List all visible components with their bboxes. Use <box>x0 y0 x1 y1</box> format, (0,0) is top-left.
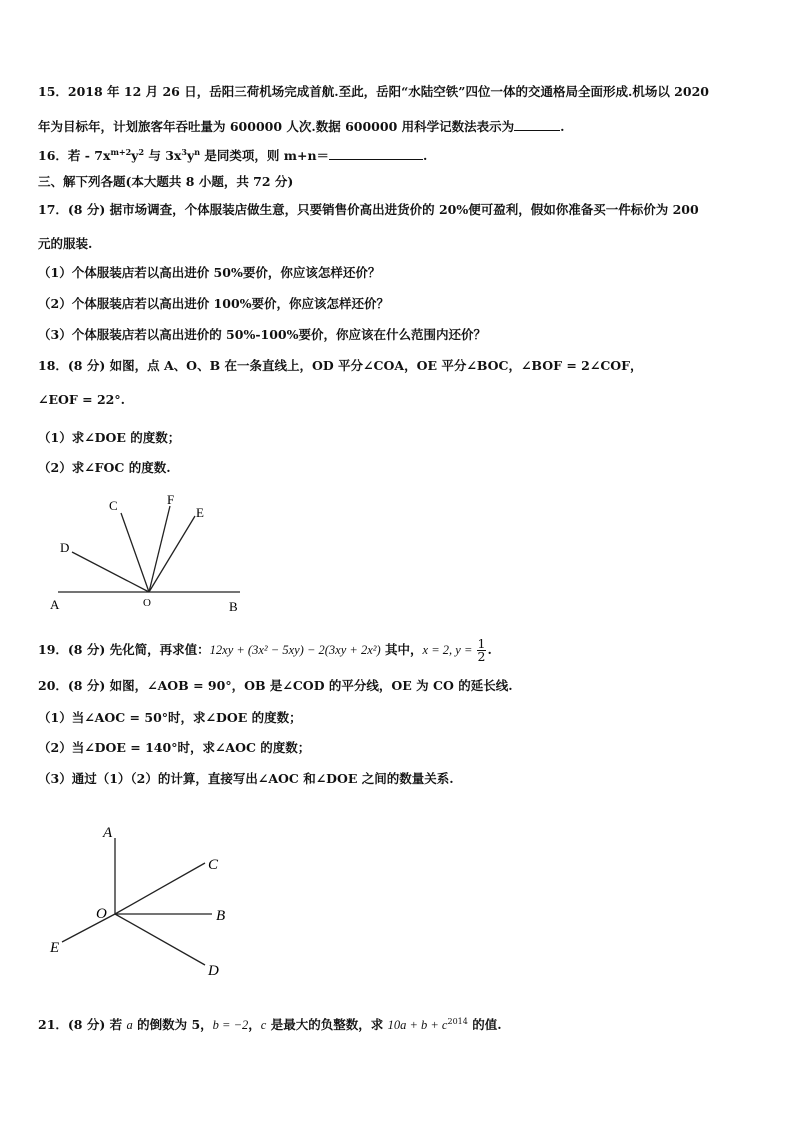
q19-fraction <box>477 638 487 663</box>
q18-label-F: F <box>167 492 175 507</box>
q20-label-D: D <box>208 963 219 979</box>
q18-figure <box>40 488 260 618</box>
q18-ray-OF <box>149 506 170 592</box>
q18-label-O: O <box>143 597 151 609</box>
q18-line1: 18．(8 分) 如图，点 A、O、B 在一条直线上，OD 平分∠COA，OE 平分∠BOC，∠BOF = 2∠COF， <box>38 358 643 373</box>
q20-ray-OE <box>62 914 115 942</box>
q19-end: . <box>487 642 492 657</box>
q17-line1: 17．(8 分) 据市场调查，个体服装店做生意，只要销售价高出进货价的 20%便可盈利，假如你准备买一件标价为 200 <box>38 202 699 217</box>
q20-figure <box>40 818 240 983</box>
q20-ray-OC <box>115 863 205 914</box>
q16-sup2: 2 <box>138 146 145 157</box>
q18-label-D: D <box>60 540 70 555</box>
q19-frac-num: 1 <box>477 636 486 651</box>
q21-var-c: c <box>260 1018 267 1032</box>
q21-t3: 是最大的负整数，求 <box>266 1017 388 1032</box>
q17-sub2: （2）个体服装店若以高出进价 100%要价，你应该怎样还价？ <box>38 296 390 311</box>
q20-sub3: （3）通过（1）（2）的计算，直接写出∠AOC 和∠DOE 之间的数量关系. <box>38 771 454 786</box>
q16-sup3: 3 <box>181 146 187 157</box>
q19-prefix: 19．(8 分) 先化简，再求值： <box>38 642 210 657</box>
q16-sup4: n <box>194 146 201 157</box>
q20-label-C: C <box>208 857 219 873</box>
q20-label-O: O <box>96 906 107 922</box>
q15-text: 年为目标年，计划旅客年吞吐量为 600000 人次.数据 600000 用科学记数法表示为 <box>38 119 515 134</box>
q19-mid: 其中， <box>380 642 423 657</box>
q21-t2: ， <box>248 1017 261 1032</box>
q21-line <box>38 1015 502 1033</box>
q16-mid3: y <box>186 148 195 163</box>
q18-label-E: E <box>196 505 204 520</box>
section-3-heading: 三、解下列各题(本大题共 8 小题，共 72 分) <box>38 174 294 189</box>
q19-condition: x = 2, y = <box>422 643 476 657</box>
q19-expression: 12xy + (3x² − 5xy) − 2(3xy + 2x²) <box>209 643 381 657</box>
q16-suffix: 是同类项，则 m+n＝ <box>200 148 330 163</box>
q18-label-A: A <box>50 597 60 612</box>
q18-line2: ∠EOF = 22°. <box>38 392 125 407</box>
q16-line <box>38 146 427 164</box>
q21-prefix: 21．(8 分) 若 <box>38 1017 127 1032</box>
q17-line2: 元的服装. <box>38 236 93 251</box>
q15-line2 <box>38 117 565 135</box>
q20-label-B: B <box>216 908 226 924</box>
q17-sub1: （1）个体服装店若以高出进价 50%要价，你应该怎样还价？ <box>38 265 381 280</box>
q20-sub2: （2）当∠DOE = 140°时，求∠AOC 的度数； <box>38 740 311 755</box>
q20-line1: 20．(8 分) 如图，∠AOB = 90°，OB 是∠COD 的平分线，OE 为 CO 的延长线. <box>38 678 513 693</box>
q16-sup1: m+2 <box>110 146 132 157</box>
q21-end: 的值. <box>467 1017 502 1032</box>
q20-sub1: （1）当∠AOC = 50°时，求∠DOE 的度数； <box>38 710 302 725</box>
q21-var-a: a <box>126 1018 133 1032</box>
q19-line <box>38 638 492 663</box>
q15-end: . <box>560 119 565 134</box>
q16-end: . <box>423 148 428 163</box>
q21-cond-b: b = −2 <box>212 1018 249 1032</box>
q18-sub2: （2）求∠FOC 的度数. <box>38 460 171 475</box>
q18-sub1: （1）求∠DOE 的度数； <box>38 430 181 445</box>
q18-label-C: C <box>109 498 118 513</box>
q16-prefix: 16．若 - 7x <box>38 148 111 163</box>
q21-t1: 的倒数为 5， <box>132 1017 213 1032</box>
q20-label-A: A <box>103 825 113 841</box>
q18-label-B: B <box>229 599 238 614</box>
q20-ray-OD <box>115 914 205 965</box>
q19-frac-den: 2 <box>477 649 486 664</box>
q16-answer-blank <box>329 159 423 160</box>
q21-exponent: 2014 <box>447 1016 468 1026</box>
q21-expression: 10a + b + c <box>387 1018 448 1032</box>
q16-mid1: y <box>131 148 139 163</box>
q16-mid2: 与 3x <box>144 148 182 163</box>
q15-answer-blank <box>514 130 560 131</box>
q18-ray-OE <box>149 516 195 592</box>
q20-label-E: E <box>50 940 60 956</box>
q15-line1: 15．2018 年 12 月 26 日，岳阳三荷机场完成首航.至此，岳阳“水陆空铁”四位一体的交通格局全面形成.机场以 2020 <box>38 84 709 99</box>
q17-sub3: （3）个体服装店若以高出进价的 50%-100%要价，你应该在什么范围内还价？ <box>38 327 486 342</box>
